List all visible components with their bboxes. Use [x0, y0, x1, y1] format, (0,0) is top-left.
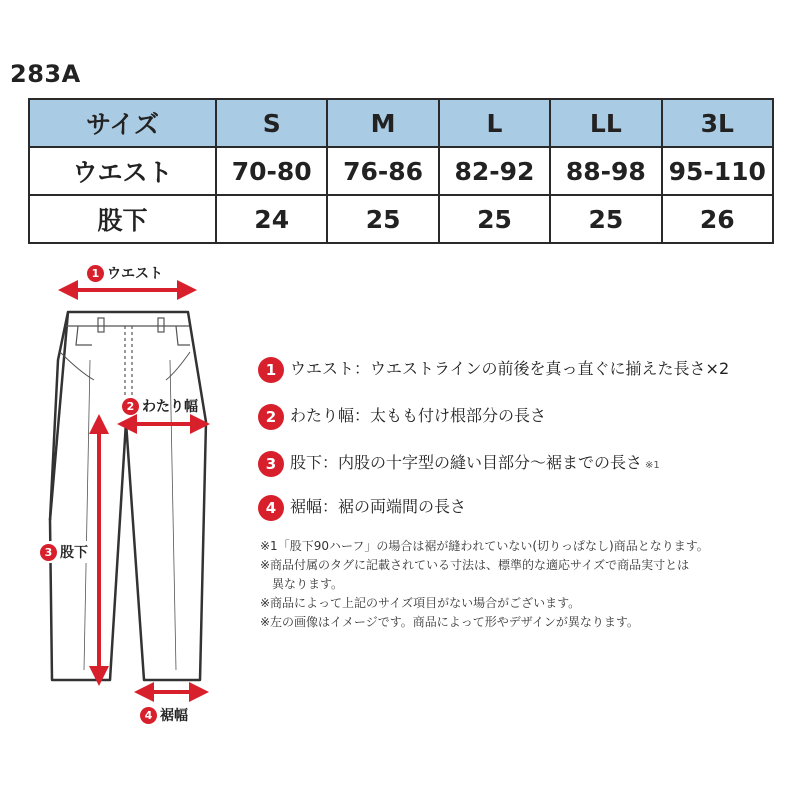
header-cell: サイズ: [29, 99, 216, 147]
legend-desc: ：ウエストラインの前後を真っ直ぐに揃えた長さ×2: [354, 359, 730, 378]
legend-desc: ：太もも付け根部分の長さ: [354, 406, 547, 425]
footnote-ref: ※1: [645, 460, 660, 471]
label-text: ウエスト: [107, 266, 163, 282]
table-cell: 25: [439, 195, 550, 243]
inseam-label: [38, 541, 90, 563]
label-text: 股下: [60, 545, 88, 561]
note: ※左の画像はイメージです。商品によって形やデザインが異なります。: [260, 615, 639, 629]
table-cell: 26: [662, 195, 773, 243]
number-badge: 3: [258, 451, 284, 477]
label-text: 裾幅: [160, 708, 188, 724]
table-cell: 24: [216, 195, 327, 243]
legend-desc: ：内股の十字型の縫い目部分～裾までの長さ: [322, 453, 643, 472]
header-cell: 3L: [662, 99, 773, 147]
row-label: ウエスト: [29, 147, 216, 195]
legend-item-thigh: [258, 403, 546, 430]
note-continuation: 異なります。: [272, 577, 344, 591]
legend-term: 股下: [290, 453, 323, 472]
legend-item-hem: [258, 494, 466, 521]
number-badge: 3: [40, 544, 57, 561]
legend-desc: ：裾の両端間の長さ: [322, 497, 467, 516]
note: ※1「股下90ハーフ」の場合は裾が縫われていない(切りっぱなし)商品となります。: [260, 539, 709, 553]
thigh-label: [122, 396, 198, 416]
number-badge: 4: [140, 707, 157, 724]
header-cell: LL: [550, 99, 661, 147]
product-code: 283A: [10, 60, 81, 88]
legend-term: わたり幅: [290, 406, 355, 425]
number-badge: 1: [87, 265, 104, 282]
table-cell: 95-110: [662, 147, 773, 195]
table-cell: 88-98: [550, 147, 661, 195]
note: ※商品によって上記のサイズ項目がない場合がございます。: [260, 596, 581, 610]
legend-term: ウエスト: [290, 359, 355, 378]
size-table-header-row: [29, 99, 773, 147]
size-table: [28, 98, 774, 244]
hem-label: [140, 705, 188, 725]
notes: [260, 537, 790, 632]
table-cell: 82-92: [439, 147, 550, 195]
pants-outline: [50, 312, 206, 680]
row-label: 股下: [29, 195, 216, 243]
label-text: わたり幅: [142, 399, 198, 415]
table-row: [29, 195, 773, 243]
number-badge: 2: [258, 404, 284, 430]
note: ※商品付属のタグに記載されている寸法は、標準的な適応サイズで商品実寸とは: [260, 558, 690, 572]
legend-item-inseam: [258, 450, 660, 477]
header-cell: M: [327, 99, 438, 147]
table-cell: 25: [327, 195, 438, 243]
header-cell: L: [439, 99, 550, 147]
header-cell: S: [216, 99, 327, 147]
number-badge: 1: [258, 357, 284, 383]
legend-term: 裾幅: [290, 497, 323, 516]
table-cell: 25: [550, 195, 661, 243]
number-badge: 2: [122, 398, 139, 415]
legend-item-waist: [258, 356, 729, 383]
waist-label: [87, 263, 163, 283]
table-cell: 76-86: [327, 147, 438, 195]
number-badge: 4: [258, 495, 284, 521]
table-row: [29, 147, 773, 195]
table-cell: 70-80: [216, 147, 327, 195]
